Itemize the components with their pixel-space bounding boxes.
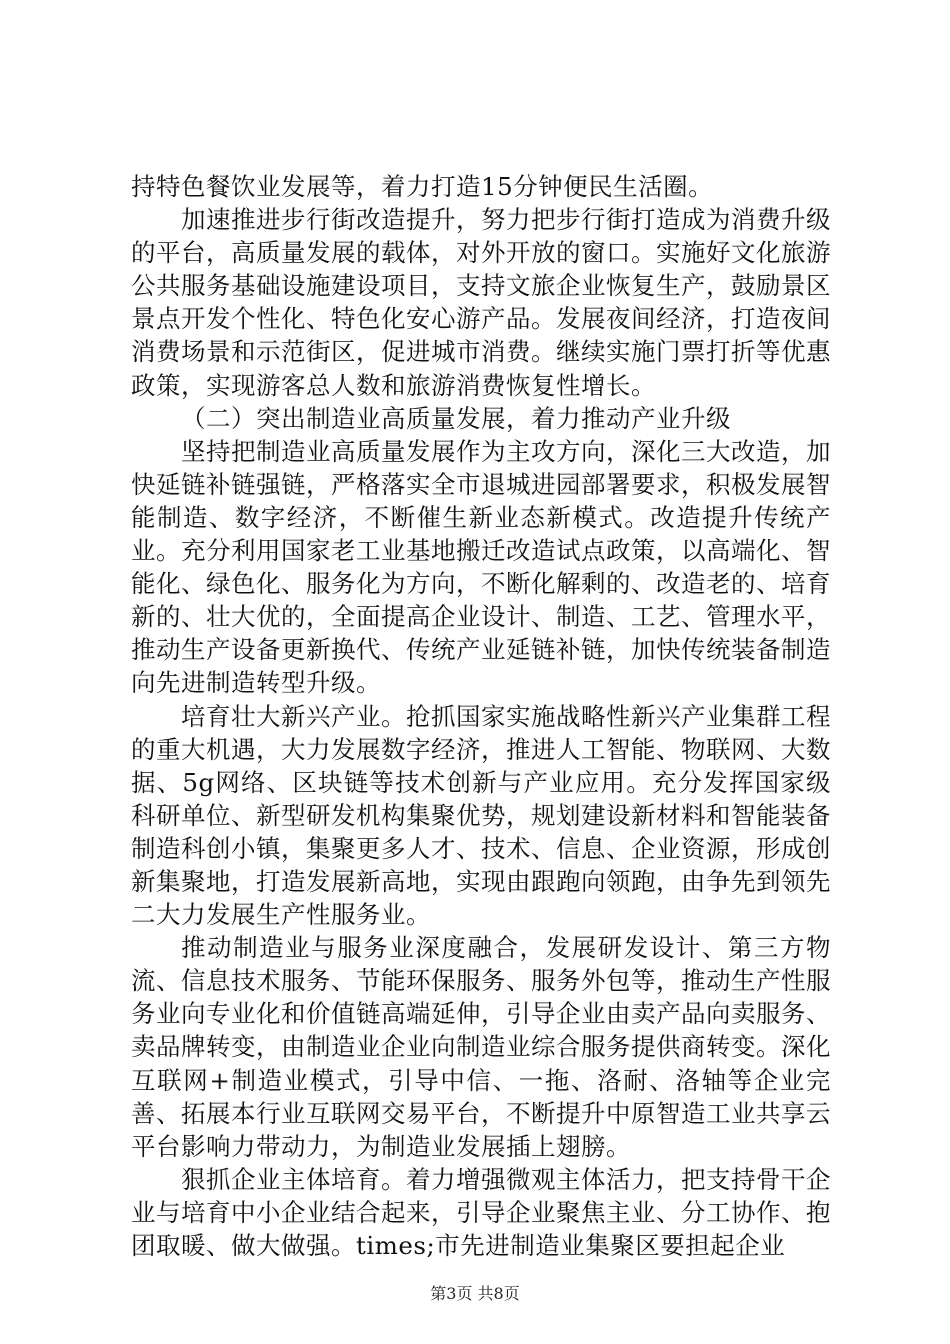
paragraph-service-integration: 推动制造业与服务业深度融合，发展研发设计、第三方物流、信息技术服务、节能环保服务、服务外包等，推动生产性服务业向专业化和价值链高端延伸，引导企业由卖产品向卖服务、卖品牌转变，由制造业企业向制造业综合服务提供商转变。深化互联网+制造业模式，引导中信、一拖、洛耐、洛轴等企业完善、拓展本行业互联网交易平台，不断提升中原智造工业共享云平台影响力带动力，为制造业发展插上翅膀。: [131, 933, 831, 1161]
section-heading: （二）突出制造业高质量发展，着力推动产业升级: [181, 403, 731, 433]
page-number-footer: 第3页 共8页: [430, 1284, 520, 1303]
document-body: [131, 170, 831, 1262]
paragraph-pedestrian-street: 加速推进步行街改造提升，努力把步行街打造成为消费升级的平台，高质量发展的载体，对外开放的窗口。实施好文化旅游公共服务基础设施建设项目，支持文旅企业恢复生产，鼓励景区景点开发个性化、特色化安心游产品。发展夜间经济，打造夜间消费场景和示范街区，促进城市消费。继续实施门票打折等优惠政策，实现游客总人数和旅游消费恢复性增长。: [131, 205, 831, 400]
paragraph-enterprise-cultivation: 狠抓企业主体培育。着力增强微观主体活力，把支持骨干企业与培育中小企业结合起来，引导企业聚焦主业、分工协作、抱团取暖、做大做强。times;市先进制造业集聚区要担起企业: [131, 1164, 831, 1260]
paragraph-emerging-industries: 培育壮大新兴产业。抢抓国家实施战略性新兴产业集群工程的重大机遇，大力发展数字经济，推进人工智能、物联网、大数据、5g网络、区块链等技术创新与产业应用。充分发挥国家级科研单位、新型研发机构集聚优势，规划建设新材料和智能装备制造科创小镇，集聚更多人才、技术、信息、企业资源，形成创新集聚地，打造发展新高地，实现由跟跑向领跑，由争先到领先二大力发展生产性服务业。: [131, 701, 831, 930]
paragraph-manufacturing: 坚持把制造业高质量发展作为主攻方向，深化三大改造，加快延链补链强链，严格落实全市退城进园部署要求，积极发展智能制造、数字经济，不断催生新业态新模式。改造提升传统产业。充分利用国家老工业基地搬迁改造试点政策，以高端化、智能化、绿色化、服务化为方向，不断化解剩的、改造老的、培育新的、壮大优的，全面提高企业设计、制造、工艺、管理水平，推动生产设备更新换代、传统产业延链补链，加快传统装备制造向先进制造转型升级。: [131, 436, 831, 698]
paragraph-continuation: 持特色餐饮业发展等，着力打造15分钟便民生活圈。: [131, 172, 714, 201]
